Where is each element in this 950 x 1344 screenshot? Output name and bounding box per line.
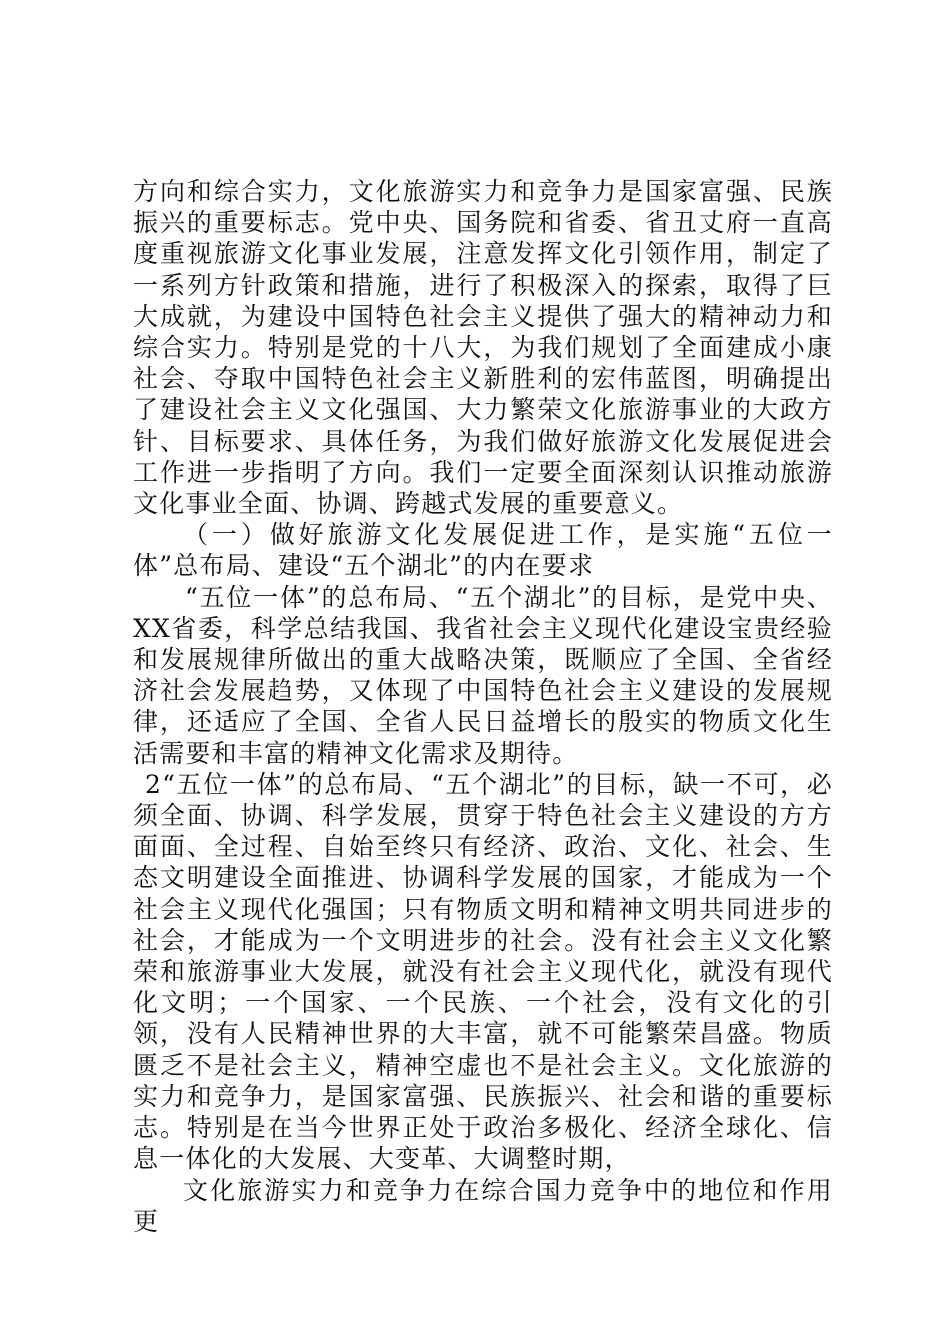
paragraph-continuation: 文化旅游实力和竞争力在综合国力竞争中的地位和作用更 <box>133 1175 833 1236</box>
document-body <box>133 176 833 1237</box>
paragraph-intro: 方向和综合实力，文化旅游实力和竞争力是国家富强、民族振兴的重要标志。党中央、国务院和省委、省丑丈府一直高度重视旅游文化事业发展，注意发挥文化引领作用，制定了一系列方针政策和措施，进行了积极深入的探索，取得了巨大成就，为建设中国特色社会主义提供了强大的精神动力和综合实力。特别是党的十八大，为我们规划了全面建成小康社会、夺取中国特色社会主义新胜利的宏伟蓝图，明确提出了建设社会主义文化强国、大力繁荣文化旅游事业的大政方针、目标要求、具体任务，为我们做好旅游文化发展促进会工作进一步指明了方向。我们一定要全面深刻认识推动旅游文化事业全面、协调、跨越式发展的重要意义。 <box>133 177 833 519</box>
paragraph-five-in-one: “五位一体”的总布局、“五个湖北”的目标，是党中央、XX省委，科学总结我国、我省社会主义现代化建设宝贵经验和发展规律所做出的重大战略决策，既顺应了全国、全省经济社会发展趋势，又体现了中国特色社会主义建设的发展规律，还适应了全国、全省人民日益增长的殷实的物质文化生活需要和丰富的精神文化需求及期待。 <box>133 582 833 768</box>
paragraph-point-2: 2“五位一体”的总布局、“五个湖北”的目标，缺一不可，必须全面、协调、科学发展，贯穿于特色社会主义建设的方方面面、全过程、自始至终只有经济、政治、文化、社会、生态文明建设全面推进、协调科学发展的国家，才能成为一个社会主义现代化强国；只有物质文明和精神文明共同进步的社会，才能成为一个文明进步的社会。没有社会主义文化繁荣和旅游事业大发展，就没有社会主义现代化，就没有现代化文明；一个国家、一个民族、一个社会，没有文化的引领，没有人民精神世界的大丰富，就不可能繁荣昌盛。物质匮乏不是社会主义，精神空虚也不是社会主义。文化旅游的实力和竞争力，是国家富强、民族振兴、社会和谐的重要标志。特别是在当今世界正处于政治多极化、经济全球化、信息一体化的大发展、大变革、大调整时期， <box>133 769 833 1174</box>
section-heading-1: （一）做好旅游文化发展促进工作，是实施“五位一体”总布局、建设“五个湖北”的内在要求 <box>133 520 833 581</box>
